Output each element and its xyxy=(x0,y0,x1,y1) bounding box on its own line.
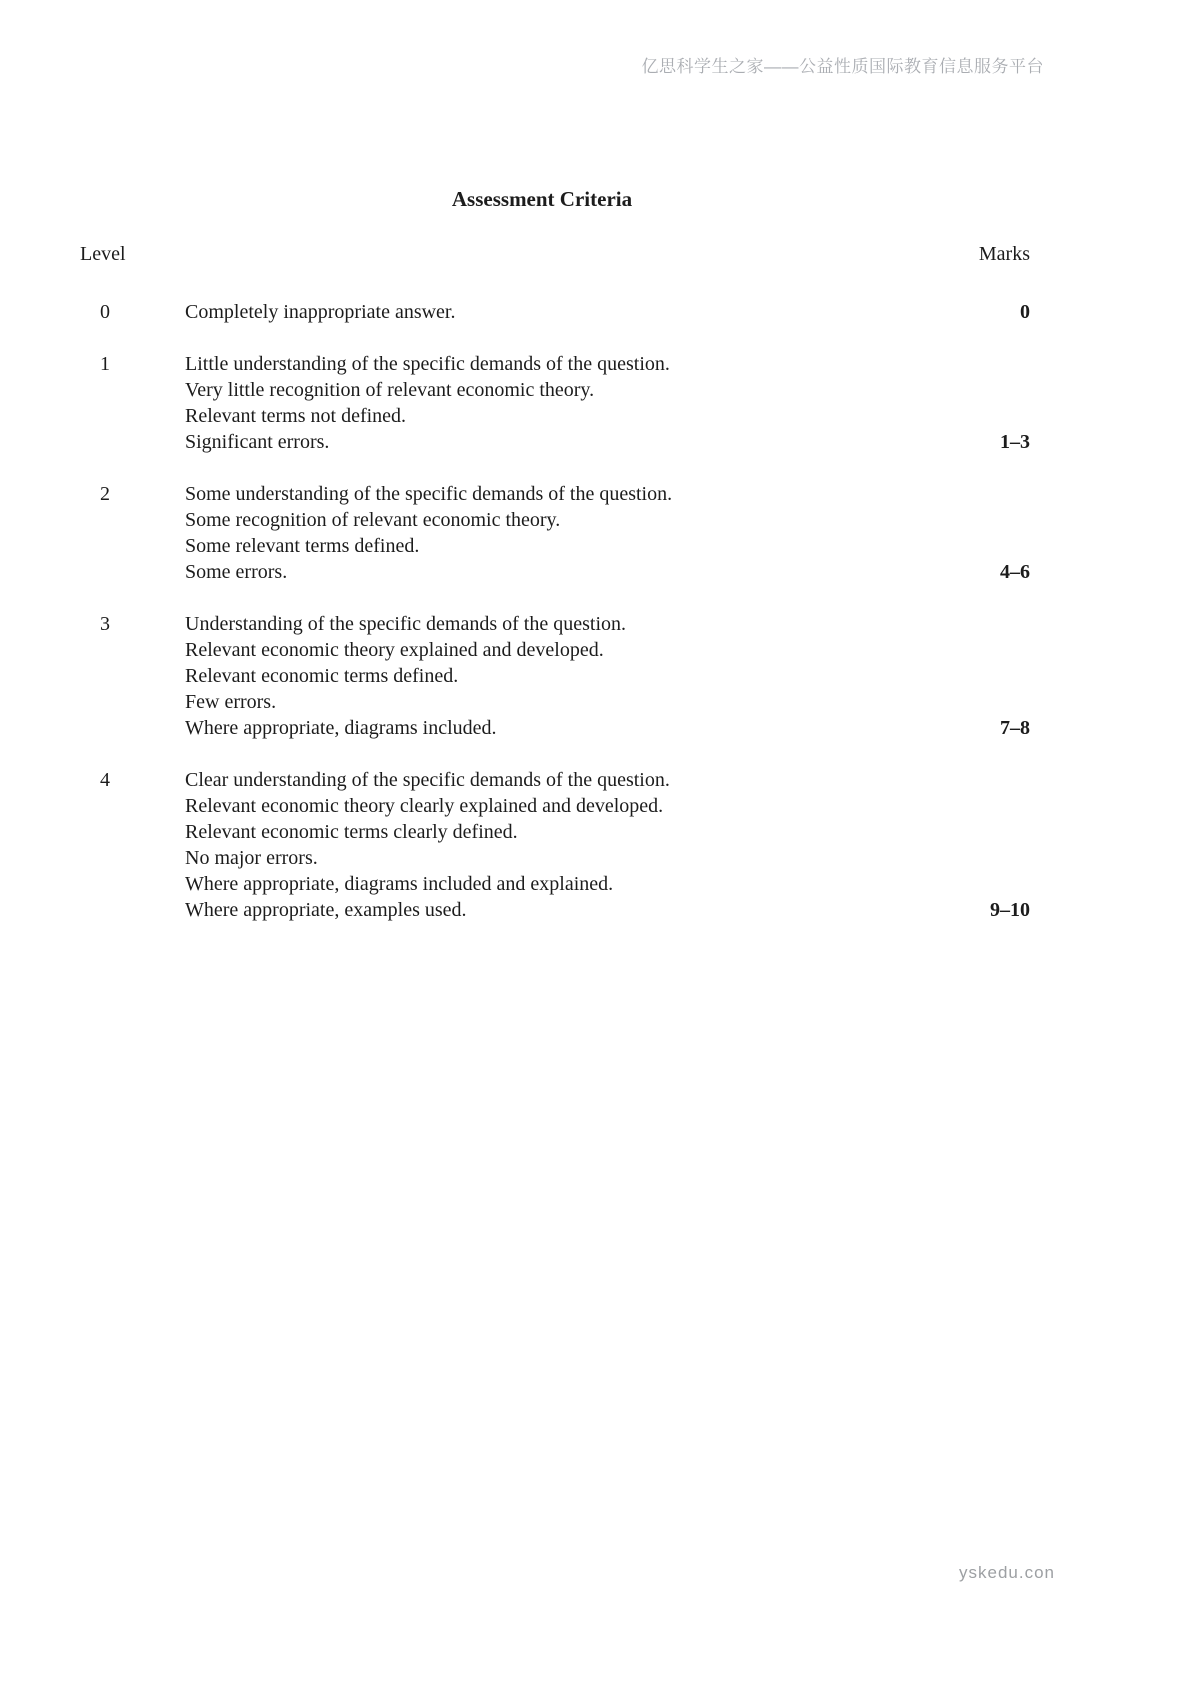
criteria-line: Some understanding of the specific demands of the question. xyxy=(185,483,673,505)
criteria-line: No major errors. xyxy=(185,847,318,869)
criteria-line: Understanding of the specific demands of the question. xyxy=(185,613,626,635)
assessment-criteria-table xyxy=(80,186,1030,923)
criteria-line: Relevant terms not defined. xyxy=(185,405,407,427)
criteria-line: Relevant economic theory clearly explained and developed. xyxy=(185,795,664,817)
criteria-description xyxy=(185,767,960,923)
criteria-line: Few errors. xyxy=(185,691,277,713)
marks-value: 4–6 xyxy=(1000,561,1030,583)
criteria-line: Some errors. xyxy=(185,561,288,583)
criteria-description xyxy=(185,299,960,325)
criteria-line: Where appropriate, examples used. xyxy=(185,899,467,921)
criteria-description xyxy=(185,611,960,741)
criteria-line: Some relevant terms defined. xyxy=(185,535,420,557)
criteria-line: Completely inappropriate answer. xyxy=(185,301,456,323)
column-headers xyxy=(80,241,1030,267)
level-value: 3 xyxy=(100,613,110,635)
criteria-line: Very little recognition of relevant economic theory. xyxy=(185,379,595,401)
criteria-row-level-2 xyxy=(80,481,1030,585)
level-value: 2 xyxy=(100,483,110,505)
criteria-description xyxy=(185,351,960,455)
level-value: 0 xyxy=(100,301,110,323)
marks-value: 7–8 xyxy=(1000,717,1030,739)
criteria-row-level-3 xyxy=(80,611,1030,741)
level-value: 4 xyxy=(100,769,110,791)
criteria-row-level-0 xyxy=(80,299,1030,325)
criteria-line: Where appropriate, diagrams included and explained. xyxy=(185,873,614,895)
header-watermark: 亿思科学生之家——公益性质国际教育信息服务平台 xyxy=(641,57,1044,76)
criteria-line: Significant errors. xyxy=(185,431,330,453)
criteria-line: Little understanding of the specific demands of the question. xyxy=(185,353,670,375)
criteria-row-level-1 xyxy=(80,351,1030,455)
level-column-header: Level xyxy=(80,243,126,265)
marks-value: 1–3 xyxy=(1000,431,1030,453)
criteria-line: Where appropriate, diagrams included. xyxy=(185,717,497,739)
criteria-line: Relevant economic terms defined. xyxy=(185,665,459,687)
marks-column-header: Marks xyxy=(978,243,1030,265)
page-title: Assessment Criteria xyxy=(451,187,633,211)
criteria-line: Some recognition of relevant economic theory. xyxy=(185,509,561,531)
marks-value: 9–10 xyxy=(990,899,1030,921)
footer-watermark: yskedu.con xyxy=(959,1563,1055,1582)
level-value: 1 xyxy=(100,353,110,375)
criteria-description xyxy=(185,481,960,585)
criteria-line: Relevant economic theory explained and developed. xyxy=(185,639,604,661)
criteria-line: Clear understanding of the specific demands of the question. xyxy=(185,769,670,791)
criteria-row-level-4 xyxy=(80,767,1030,923)
criteria-line: Relevant economic terms clearly defined. xyxy=(185,821,518,843)
marks-value: 0 xyxy=(1020,301,1030,323)
